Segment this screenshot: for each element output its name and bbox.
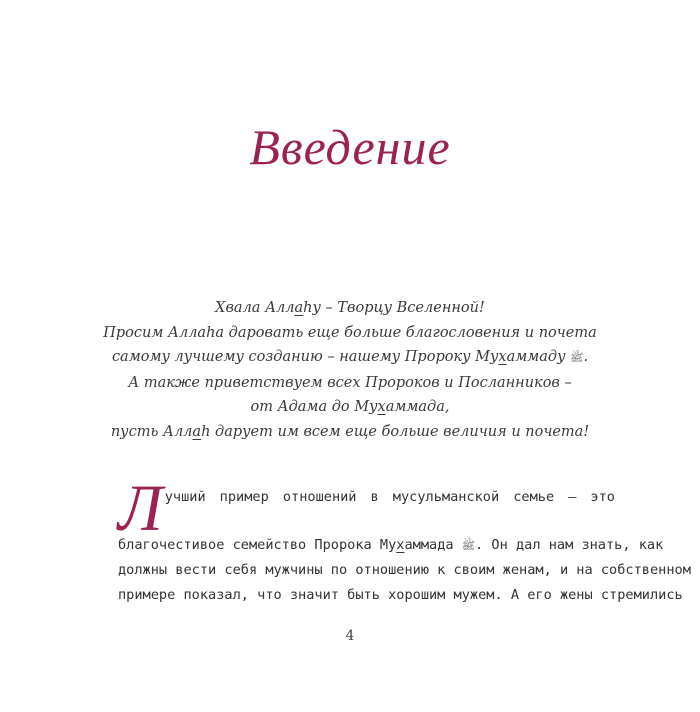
dedication-line-2: Просим Аллаhа даровать еще больше благословения и почета — [103, 324, 597, 341]
page-number: 4 — [345, 628, 355, 644]
body-line-4: примере показал, что значит быть хорошим мужем. А его жены стремились — [118, 586, 683, 603]
body-line-2: благочестивое семейство Пророка Мухаммада ﷺ. Он дал нам знать, как — [118, 537, 664, 553]
body-paragraph — [118, 472, 691, 607]
dedication-line-3: самому лучшему созданию – нашему Пророку Мухаммаду ﷺ. — [111, 349, 589, 366]
chapter-title: Введение — [249, 119, 451, 175]
dedication-block — [0, 296, 700, 445]
salawat-symbol-2: ﷺ — [461, 539, 476, 552]
dedication-line-6: пусть Аллаh дарует им всем еще больше величия и почета! — [110, 423, 590, 440]
dedication-line-1: Хвала Аллаhу – Творцу Вселенной! — [215, 300, 485, 316]
dedication-line-4: А также приветствуем всех Пророков и Посланников – — [128, 374, 572, 391]
body-line-3: должны вести себя мужчины по отношению к своим женам, и на собственном — [118, 562, 691, 579]
dedication-line-5: от Адама до Мухаммада, — [250, 399, 450, 416]
salawat-symbol: ﷺ — [570, 351, 584, 365]
drop-cap: Л — [118, 472, 163, 545]
body-line-1: учший пример отношений в мусульманской семье – это — [164, 489, 615, 505]
